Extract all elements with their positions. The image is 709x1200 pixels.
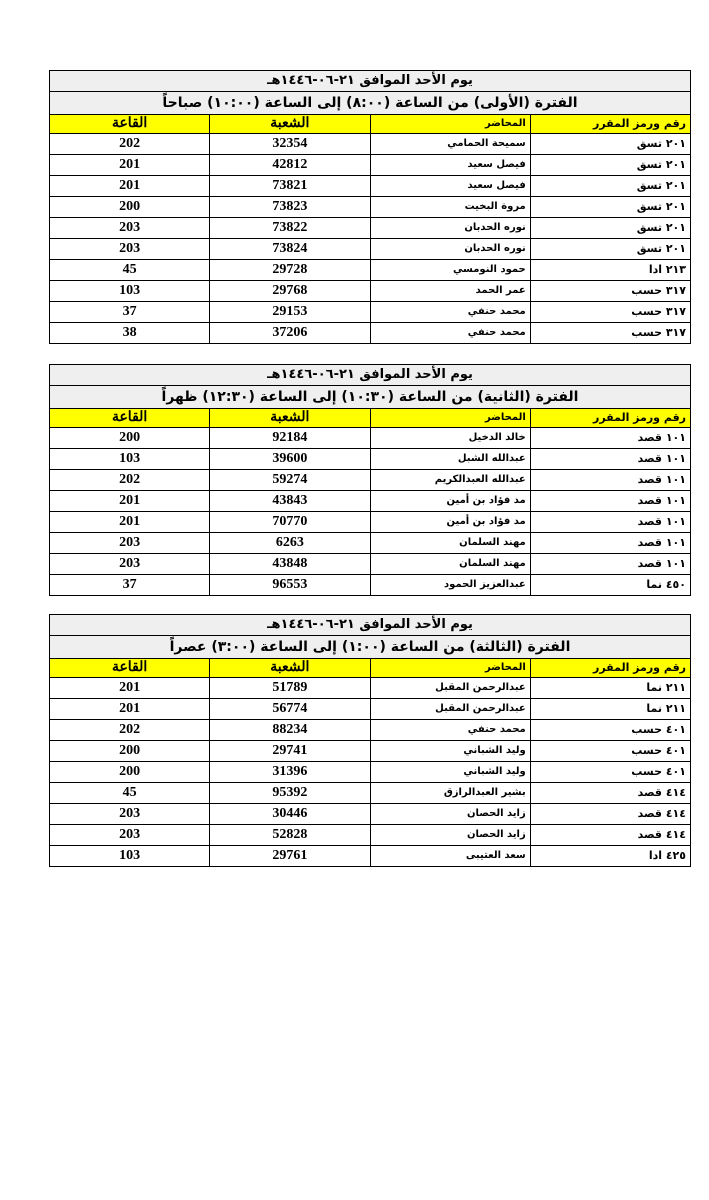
lecturer-cell: زايد الحصان [370,804,530,825]
lecturer-cell: عبدالرحمن المقبل [370,699,530,720]
table-row [50,260,691,281]
course-cell: ٢١١ نما [530,699,690,720]
table-row [50,470,691,491]
course-cell: ٤٠١ حسب [530,741,690,762]
course-cell: ١٠١ قصد [530,533,690,554]
lecturer-cell: فيصل سعيد [370,176,530,197]
room-cell: 202 [50,134,210,155]
lecturer-cell: نوره الحدبان [370,218,530,239]
course-cell: ٢١٣ ادا [530,260,690,281]
table-row [50,155,691,176]
section-cell: 42812 [210,155,370,176]
course-cell: ٢١١ نما [530,678,690,699]
lecturer-cell: نوره الحدبان [370,239,530,260]
room-cell: 37 [50,575,210,596]
lecturer-cell: بشير العبدالرازق [370,783,530,804]
section-cell: 43848 [210,554,370,575]
table-row [50,491,691,512]
table-row [50,846,691,867]
room-cell: 201 [50,699,210,720]
col-lecturer-header: المحاضر [370,115,530,134]
room-cell: 203 [50,239,210,260]
section-cell: 29728 [210,260,370,281]
section-cell: 29153 [210,302,370,323]
room-cell: 37 [50,302,210,323]
lecturer-cell: حمود النومسي [370,260,530,281]
table-row [50,533,691,554]
room-cell: 200 [50,741,210,762]
period-title: الفترة (الثالثة) من الساعة (١:٠٠) إلى الساعة (٣:٠٠) عصراً [50,636,691,659]
room-cell: 201 [50,678,210,699]
room-cell: 200 [50,197,210,218]
room-cell: 202 [50,720,210,741]
section-cell: 29768 [210,281,370,302]
lecturer-cell: عبدالعزيز الحمود [370,575,530,596]
section-cell: 92184 [210,428,370,449]
table-row [50,428,691,449]
table-row [50,134,691,155]
lecturer-cell: فيصل سعيد [370,155,530,176]
lecturer-cell: خالد الدخيل [370,428,530,449]
lecturer-cell: عبدالله الشبل [370,449,530,470]
room-cell: 45 [50,260,210,281]
lecturer-cell: سميحة الحمامي [370,134,530,155]
lecturer-cell: وليد الشباني [370,762,530,783]
lecturer-cell: مهند السلمان [370,554,530,575]
table-row [50,449,691,470]
section-cell: 52828 [210,825,370,846]
lecturer-cell: عبدالله العبدالكريم [370,470,530,491]
section-cell: 96553 [210,575,370,596]
course-cell: ١٠١ قصد [530,491,690,512]
course-cell: ٢٠١ تسق [530,197,690,218]
lecturer-cell: مروة البخيت [370,197,530,218]
lecturer-cell: سعد العتيبى [370,846,530,867]
section-cell: 29741 [210,741,370,762]
day-header: يوم الأحد الموافق ٢١-٠٦-١٤٤٦هـ [50,365,691,386]
table-row [50,720,691,741]
course-cell: ١٠١ قصد [530,512,690,533]
table-row [50,762,691,783]
course-cell: ٤١٤ قصد [530,825,690,846]
room-cell: 203 [50,804,210,825]
room-cell: 201 [50,176,210,197]
course-cell: ٤١٤ قصد [530,783,690,804]
table-row [50,197,691,218]
lecturer-cell: مهند السلمان [370,533,530,554]
course-cell: ٢٠١ تسق [530,218,690,239]
section-cell: 29761 [210,846,370,867]
section-cell: 32354 [210,134,370,155]
course-cell: ١٠١ قصد [530,449,690,470]
section-cell: 31396 [210,762,370,783]
section-cell: 59274 [210,470,370,491]
room-cell: 200 [50,428,210,449]
table-row [50,323,691,344]
section-cell: 95392 [210,783,370,804]
lecturer-cell: مد فؤاد بن أمين [370,512,530,533]
section-cell: 88234 [210,720,370,741]
lecturer-cell: محمد حنفي [370,302,530,323]
course-cell: ٢٠١ تسق [530,239,690,260]
lecturer-cell: عمر الحمد [370,281,530,302]
section-cell: 56774 [210,699,370,720]
col-section-header: الشعبة [210,409,370,428]
lecturer-cell: عبدالرحمن المقبل [370,678,530,699]
course-cell: ٤٠١ حسب [530,720,690,741]
section-cell: 73824 [210,239,370,260]
course-cell: ١٠١ قصد [530,470,690,491]
course-cell: ٤٢٥ ادا [530,846,690,867]
col-section-header: الشعبة [210,659,370,678]
section-cell: 51789 [210,678,370,699]
table-row [50,825,691,846]
table-row [50,218,691,239]
room-cell: 45 [50,783,210,804]
course-cell: ١٠١ قصد [530,428,690,449]
section-cell: 43843 [210,491,370,512]
section-cell: 37206 [210,323,370,344]
section-cell: 39600 [210,449,370,470]
lecturer-cell: زايد الحصان [370,825,530,846]
room-cell: 201 [50,512,210,533]
period-3-table [49,614,691,867]
section-cell: 6263 [210,533,370,554]
table-row [50,176,691,197]
course-cell: ٣١٧ حسب [530,323,690,344]
table-row [50,554,691,575]
room-cell: 203 [50,554,210,575]
room-cell: 201 [50,491,210,512]
table-row [50,699,691,720]
day-header: يوم الأحد الموافق ٢١-٠٦-١٤٤٦هـ [50,615,691,636]
room-cell: 202 [50,470,210,491]
col-room-header: القاعة [50,409,210,428]
table-row [50,512,691,533]
col-lecturer-header: المحاضر [370,659,530,678]
course-cell: ٢٠١ تسق [530,134,690,155]
course-cell: ٤١٤ قصد [530,804,690,825]
col-course-header: رقم ورمز المقرر [530,659,690,678]
section-cell: 70770 [210,512,370,533]
course-cell: ٣١٧ حسب [530,281,690,302]
col-course-header: رقم ورمز المقرر [530,115,690,134]
room-cell: 38 [50,323,210,344]
table-row [50,281,691,302]
course-cell: ١٠١ قصد [530,554,690,575]
table-row [50,575,691,596]
table-row [50,239,691,260]
section-cell: 30446 [210,804,370,825]
course-cell: ٢٠١ تسق [530,176,690,197]
table-row [50,741,691,762]
period-1-table [49,70,691,344]
course-cell: ٣١٧ حسب [530,302,690,323]
col-lecturer-header: المحاضر [370,409,530,428]
lecturer-cell: محمد حنفي [370,720,530,741]
room-cell: 203 [50,825,210,846]
section-cell: 73821 [210,176,370,197]
room-cell: 103 [50,449,210,470]
day-header: يوم الأحد الموافق ٢١-٠٦-١٤٤٦هـ [50,71,691,92]
room-cell: 203 [50,218,210,239]
col-room-header: القاعة [50,115,210,134]
room-cell: 201 [50,155,210,176]
room-cell: 203 [50,533,210,554]
period-2-table [49,364,691,596]
section-cell: 73822 [210,218,370,239]
room-cell: 200 [50,762,210,783]
table-row [50,678,691,699]
table-row [50,804,691,825]
room-cell: 103 [50,846,210,867]
course-cell: ٢٠١ تسق [530,155,690,176]
table-row [50,783,691,804]
col-course-header: رقم ورمز المقرر [530,409,690,428]
lecturer-cell: محمد حنفي [370,323,530,344]
course-cell: ٤٥٠ نما [530,575,690,596]
period-title: الفترة (الأولى) من الساعة (٨:٠٠) إلى الساعة (١٠:٠٠) صباحاً [50,92,691,115]
room-cell: 103 [50,281,210,302]
col-section-header: الشعبة [210,115,370,134]
period-title: الفترة (الثانية) من الساعة (١٠:٣٠) إلى الساعة (١٢:٣٠) ظهراً [50,386,691,409]
col-room-header: القاعة [50,659,210,678]
section-cell: 73823 [210,197,370,218]
table-row [50,302,691,323]
lecturer-cell: وليد الشباني [370,741,530,762]
lecturer-cell: مد فؤاد بن أمين [370,491,530,512]
course-cell: ٤٠١ حسب [530,762,690,783]
